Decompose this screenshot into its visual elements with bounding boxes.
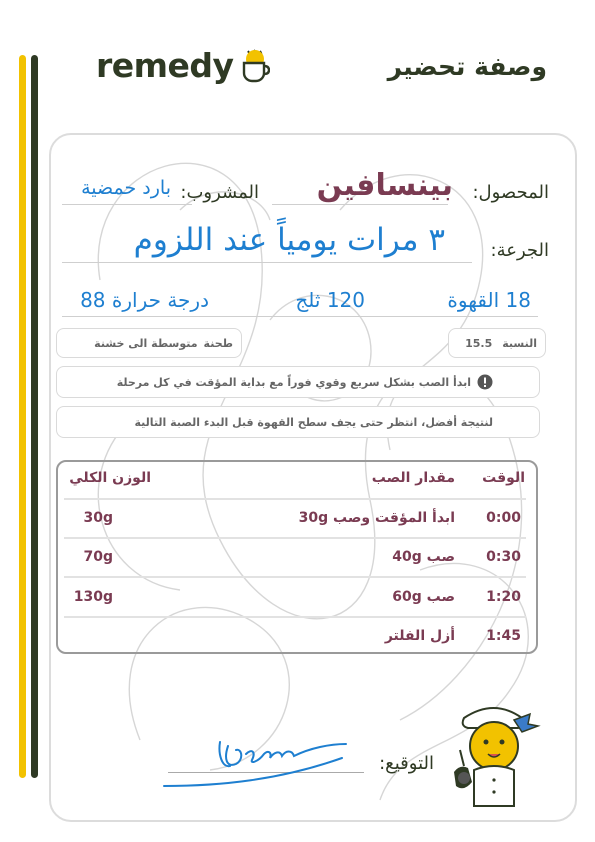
note-1 bbox=[56, 366, 540, 398]
measurement-underline bbox=[62, 316, 538, 317]
water-temperature: درجة حرارة 88 bbox=[80, 288, 209, 312]
crop-underline bbox=[272, 204, 448, 205]
row-divider bbox=[64, 537, 526, 539]
row-1-total: 30g bbox=[83, 510, 113, 526]
dose-underline bbox=[62, 262, 472, 263]
drink-value: بارد حمضية bbox=[81, 177, 171, 199]
note-2-text: لنتيجة أفضل، انتظر حتى يجف سطح القهوة قبل البدء الصبة التالية bbox=[134, 415, 493, 429]
row-divider bbox=[64, 576, 526, 578]
brew-schedule-table bbox=[56, 460, 538, 654]
row-2-total: 70g bbox=[83, 549, 113, 565]
drink-label: المشروب: bbox=[180, 182, 259, 203]
row-4-pour: أزل الفلتر bbox=[384, 628, 455, 644]
ratio-label: النسبة bbox=[502, 336, 537, 350]
accent-bar-dark bbox=[31, 55, 38, 778]
drink-underline bbox=[62, 204, 192, 205]
row-3-pour: صب 60g bbox=[392, 589, 455, 605]
document-title: وصفة تحضير bbox=[387, 52, 547, 81]
dose-label: الجرعة: bbox=[490, 240, 549, 261]
row-divider bbox=[64, 616, 526, 618]
note-1-text: ابدأ الصب بشكل سريع وقوي فوراً مع بداية المؤقت في كل مرحلة bbox=[116, 375, 471, 389]
header-time: الوقت bbox=[482, 470, 525, 486]
header-divider bbox=[64, 498, 526, 500]
handwritten-signature bbox=[160, 728, 360, 792]
coffee-amount: 18 القهوة bbox=[447, 288, 531, 312]
grind-pill bbox=[56, 328, 242, 358]
accent-bar-yellow bbox=[19, 55, 26, 778]
ratio-pill bbox=[448, 328, 546, 358]
row-4-time: 1:45 bbox=[486, 628, 521, 644]
crop-value: بينسافين bbox=[316, 168, 453, 203]
grind-value: متوسطة الى خشنة bbox=[94, 336, 198, 350]
mascot-character bbox=[444, 700, 544, 812]
row-3-total: 130g bbox=[73, 589, 113, 605]
row-2-pour: صب 40g bbox=[392, 549, 455, 565]
row-3-time: 1:20 bbox=[486, 589, 521, 605]
ice-amount: 120 ثلج bbox=[295, 288, 365, 312]
brand-logo bbox=[96, 46, 270, 85]
row-1-time: 0:00 bbox=[486, 510, 521, 526]
grind-label: طحنة bbox=[203, 336, 233, 350]
header-pour: مقدار الصب bbox=[371, 470, 455, 486]
logo-text: remedy bbox=[96, 46, 234, 85]
dose-value: ٣ مرات يومياً عند اللزوم bbox=[133, 222, 445, 258]
ratio-value: 15.5 bbox=[465, 336, 493, 350]
signature-label: التوقيع: bbox=[379, 753, 434, 774]
note-2 bbox=[56, 406, 540, 438]
row-2-time: 0:30 bbox=[486, 549, 521, 565]
coffee-cup-icon bbox=[240, 47, 270, 85]
crop-label: المحصول: bbox=[472, 182, 549, 203]
alert-icon bbox=[477, 374, 493, 390]
row-1-pour: ابدأ المؤقت وصب 30g bbox=[298, 510, 455, 526]
header-total: الوزن الكلي bbox=[69, 470, 151, 486]
